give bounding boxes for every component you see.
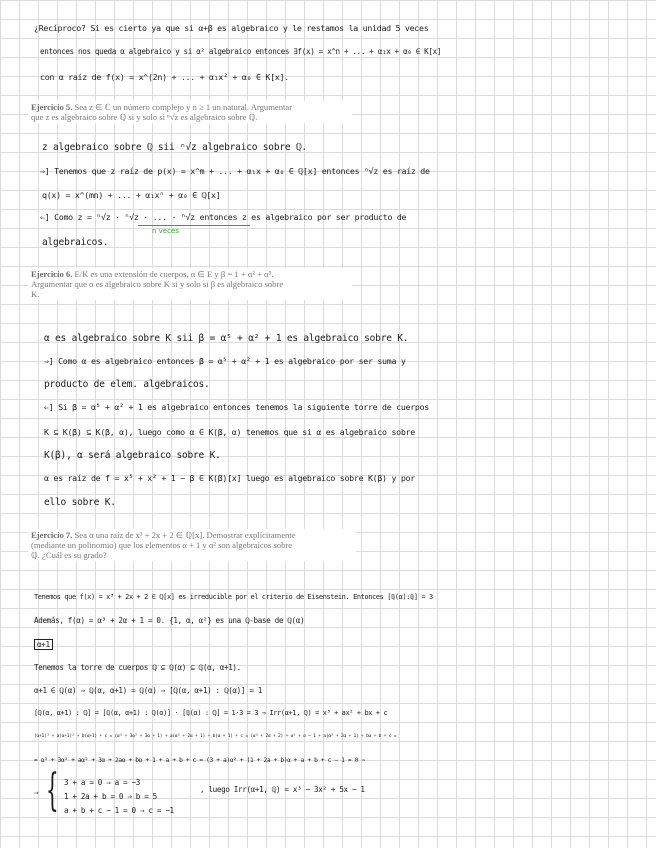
exercise-7-solution-2: Además, f(α) = α³ + 2α + 1 = 0. {1, α, α²} es una ℚ-base de ℚ(α) (34, 616, 305, 625)
exercise-6-solution-4b: ello sobre K. (44, 497, 116, 508)
exercise-6-solution-2a: ⇒] Como α es algebraico entonces β = α⁵ + α² + 1 es algebraico por ser suma y (44, 356, 406, 366)
exercise-6-solution-4a: α es raíz de f = x⁵ + x² + 1 − β ∈ K(β)[x] luego es algebraico sobre K(β) y por (44, 473, 415, 483)
exercise-7-solution-1: Tenemos que f(x) = x³ + 2x + 2 ∈ ℚ[x] es irreducible por el criterio de Eisenstein. Entonces [ℚ(α):ℚ] = 3 (34, 593, 433, 601)
exercise-7-statement (28, 529, 356, 561)
exercise-5-statement (28, 101, 352, 123)
exercise-7-solution-5: [ℚ(α, α+1) : ℚ] = [ℚ(α, α+1) : ℚ(α)] · [ℚ(α) : ℚ] = 1·3 = 3 ⇒ Irr(α+1, ℚ) = x³ + ax² + bx + c (34, 709, 388, 717)
exercise-7-solution-6: (α+1)³ + a(α+1)² + b(α+1) + c = (α³ + 3α² + 3α + 1) + a(α² + 2α + 1) + b(α + 1) + c = (α³ + 2α + 2) + α² + α − 1 + a(α² + 2α + 1) + bα + b + c = (34, 734, 397, 739)
exercise-7-box-label (34, 641, 53, 649)
alpha-plus-one-box: α+1 (34, 639, 53, 650)
exercise-7-solution-4: α+1 ∈ ℚ(α) ⇒ ℚ(α, α+1) = ℚ(α) ⇒ [ℚ(α, α+1) : ℚ(α)] = 1 (34, 686, 262, 695)
exercise-5-solution-3a: ⇐] Como z = ⁿ√z · ⁿ√z · ... · ⁿ√z entonces z es algebraico por ser producto de (40, 212, 407, 222)
exercise-7-text-2: (mediante un polinomio) que los elementos α + 1 y α² son algebraicos sobre (31, 540, 293, 550)
exercise-7-solution-7: = α³ + 3α² + aα² + 3α + 2aα + bα + 1 + a + b + c = (3 + a)α² + (1 + 2a + b)α + a + b + c − 1 = 0 ⇒ (34, 757, 365, 764)
intro-line-2: entonces nos queda α algebraico y si α² algebraico entonces ∃f(x) = x^n + ... + α₁x + α₀ ∈ K[x] (40, 47, 442, 56)
n-veces-underline (138, 225, 250, 226)
exercise-5-solution-2a: ⇒] Tenemos que z raíz de p(x) = x^m + ... + α₁x + α₀ ∈ ℚ[x] entonces ⁿ√z es raíz de (40, 166, 430, 176)
exercise-6-solution-2b: producto de elem. algebraicos. (44, 379, 210, 390)
exercise-5-text-2: que z es algebraico sobre ℚ si y solo si ⁿ√z es algebraico sobre ℚ. (31, 112, 258, 122)
system-eq-2: 1 + 2a + b = 0 ⇒ b = 5 (64, 792, 157, 801)
intro-line-1: ¿Recíproco? Si es cierto ya que si α+β es algebraico y le restamos la unidad 5 veces (34, 23, 429, 33)
exercise-5-solution-2b: q(x) = x^(mn) + ... + α₁xⁿ + α₀ ∈ ℚ[x] (42, 190, 221, 200)
system-conclusion: , luego Irr(α+1, ℚ) = x³ − 3x² + 5x − 1 (200, 785, 365, 794)
exercise-5-solution-1: z algebraico sobre ℚ sii ⁿ√z algebraico sobre ℚ. (42, 142, 307, 153)
exercise-5-title: Ejercicio 5. (31, 102, 73, 112)
exercise-7-text-1: Sea α una raíz de x³ + 2x + 2 ∈ ℚ[x]. Demostrar explícitamente (74, 530, 296, 540)
system-eq-3: a + b + c − 1 = 0 ⇒ c = −1 (64, 806, 174, 815)
exercise-7-solution-3: Tenemos la torre de cuerpos ℚ ⊆ ℚ(α) ⊆ ℚ(α, α+1). (34, 663, 241, 672)
exercise-5-solution-3b: algebraicos. (42, 237, 109, 248)
exercise-6-statement (28, 268, 352, 300)
implies-arrow: ⇒ (34, 788, 39, 797)
intro-line-3: con α raíz de f(x) = x^(2n) + ... + α₁x² + α₀ ∈ K[x]. (40, 72, 289, 82)
exercise-7-title: Ejercicio 7. (31, 530, 73, 540)
exercise-6-title: Ejercicio 6. (31, 269, 73, 279)
exercise-6-text-3: K. (31, 289, 40, 299)
exercise-6-solution-3a: ⇐] Si β = α⁵ + α² + 1 es algebraico entonces tenemos la siguiente torre de cuerpos (44, 402, 430, 412)
exercise-6-solution-1: α es algebraico sobre K sii β = α⁵ + α² + 1 es algebraico sobre K. (44, 333, 409, 344)
exercise-5-text-1: Sea z ∈ ℂ un número complejo y n ≥ 1 un natural. Argumentar (74, 102, 293, 112)
exercise-6-text-1: E/K es una extensión de cuerpos, α ∈ E y β = 1 + α² + α⁵. (74, 269, 274, 279)
exercise-6-solution-3c: K(β), α será algebraico sobre K. (44, 450, 221, 461)
n-veces-note: n veces (152, 227, 179, 235)
exercise-6-text-2: Argumentar que α es algebraico sobre K si y solo si β es algebraico sobre (31, 279, 284, 289)
system-brace: { (46, 765, 59, 816)
exercise-6-solution-3b: K ⊆ K(β) ⊆ K(β, α), luego como α ∈ K(β, α) tenemos que si α es algebraico sobre (44, 427, 415, 437)
exercise-7-text-3: ℚ. ¿Cuál es su grado? (31, 550, 107, 560)
system-eq-1: 3 + a = 0 ⇒ a = −3 (64, 778, 140, 787)
